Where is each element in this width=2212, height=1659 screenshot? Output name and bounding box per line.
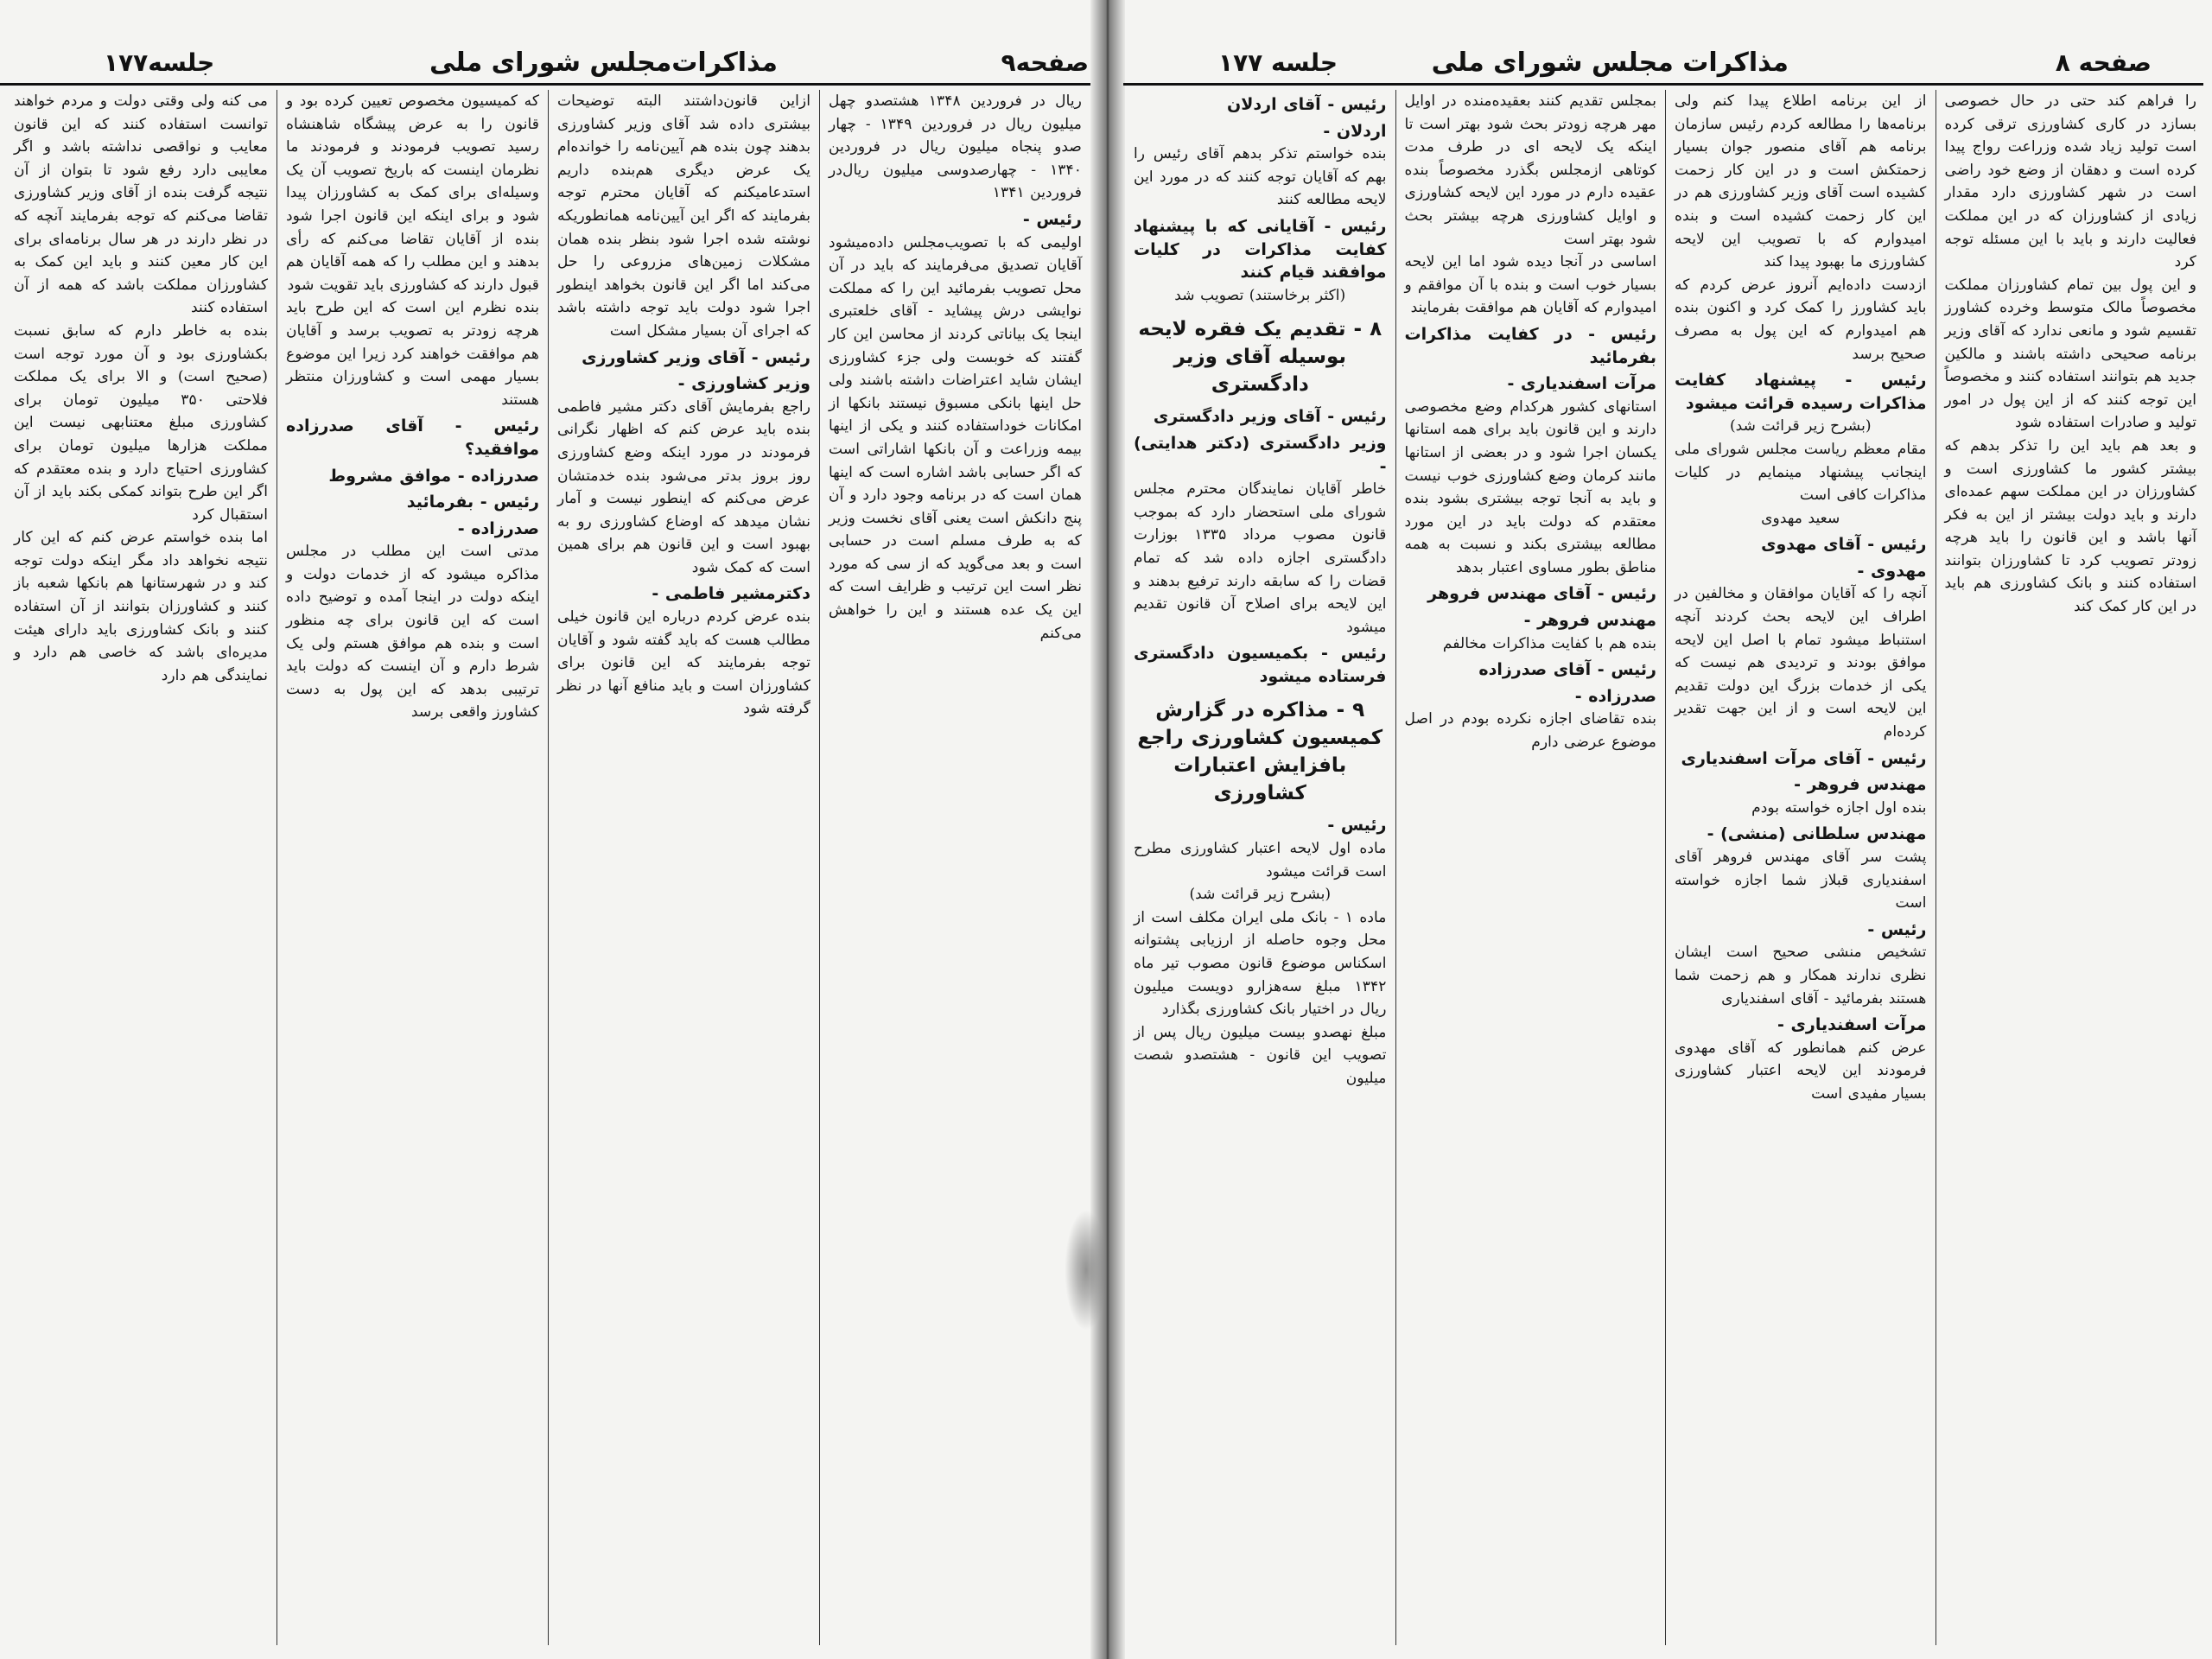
- paragraph: بنده به خاطر دارم که سابق نسبت بکشاورزی بود و آن مورد توجه است (صحیح است) و الا برای یک مملکت فلاحتی ۳۵۰ میلیون تومان برای کشاورزی مبلغ معتنابهی نیست این مملکت هزارها میلیون تومان برای کشاورزی احتیاج دارد و بنده معتقدم که اگر این طرح بتواند کمکی بکند باید از آن استقبال کرد: [14, 321, 268, 524]
- paragraph: بنده اول اجازه خواسته بودم: [1751, 798, 1927, 817]
- speaker-label: رئیس - آقای وزیر دادگستری: [1153, 407, 1387, 427]
- paragraph: ریال در فروردین ۱۳۴۸ هشتصدو چهل میلیون ریال در فروردین ۱۳۴۹ - چهار صدو پنجاه میلیون ریال در فروردین ۱۳۴۰ - چهارصدوسی میلیون ریال‌در فروردین ۱۳۴۱: [829, 92, 1082, 202]
- column-text: [1405, 90, 1657, 754]
- column-text: [286, 90, 539, 724]
- column-text: [829, 90, 1082, 645]
- text-column: [819, 90, 1090, 1645]
- speaker-label: رئیس - آقای صدرزاده: [1478, 660, 1656, 680]
- paragraph: بنده نظرم این است که این طرح باید هرچه زودتر به تصویب برسد و آقایان هم موافقت خواهند کرد زیرا این موضوع بسیار مهمی است و کشاورزان منتظر هستند: [286, 299, 539, 409]
- text-column: [1936, 90, 2206, 1645]
- speaker-label: رئیس - در کفایت مذاکرات بفرمائید: [1404, 324, 1656, 367]
- speaker-label: صدرزاده -: [1574, 686, 1656, 706]
- left-columns: [5, 90, 1090, 1645]
- paragraph: بنده عرض کردم درباره این قانون خیلی مطالب هست که باید گفته شود و آقایان توجه بفرمایند که این قانون برای کشاورزان است و باید منافع آنها در نظر گرفته شود: [557, 608, 810, 718]
- speaker-label: وزیر دادگستری (دکتر هدایتی) -: [1134, 433, 1387, 476]
- speaker-label: مرآت اسفندیاری -: [1777, 1015, 1927, 1035]
- text-column: [1665, 90, 1936, 1645]
- speaker-label: صدرزاده -: [457, 518, 539, 538]
- paragraph: بنده هم با کفایت مذاکرات مخالفم: [1442, 634, 1656, 652]
- paragraph: و این پول بین تمام کشاورزان مملکت مخصوصاً مالک متوسط وخرده کشاورز تقسیم شود و مانعی ندارد که آقای وزیر برنامه صحیحی داشته باشند و مالکین جدید هم بتوانند استفاده کنند و مخصوصاً این توجه کنند که از این پول در امور تولید و صادرات استفاده شود: [1944, 276, 2196, 432]
- paragraph: بنده تقاضای اجازه نکرده بودم در اصل موضوع عرضی دارم: [1404, 710, 1656, 752]
- left-session-number: جلسه۱۷۷: [104, 48, 215, 77]
- speaker-label: رئیس - آقای صدرزاده موافقید؟: [286, 416, 539, 459]
- column-text: [1675, 90, 1927, 1106]
- paragraph: ازدست داده‌ایم آنروز عرض کردم که باید کشاورز را کمک کرد و اکنون بنده هم امیدوارم که این پول به مصرف صحیح برسد: [1675, 276, 1927, 363]
- section-heading: ۹ - مذاکره در گزارش کمیسیون کشاورزی راجع بافزایش اعتبارات کشاورزی: [1137, 699, 1383, 805]
- left-page-header: [104, 45, 1089, 79]
- paragraph: ازاین قانون‌داشتند البته توضیحات بیشتری داده شد آقای وزیر کشاورزی بدهند چون بنده هم آیین‌نامه را خوانده‌ام یک عرض دیگری هم‌بنده داریم استدعامیکنم که آقایان محترم توجه بفرمایند که اگر این آیین‌نامه همانطوریکه نوشته شده اجرا شود بنظر بنده همان مشکلات زمین‌های مزروعی را حل می‌کند اما اگر این قانون بخواهد اینطور اجرا شود دولت باید توجه داشته باشد که اجرای آن بسیار مشکل است: [557, 92, 810, 340]
- speaker-label: مهدوی -: [1857, 561, 1927, 581]
- speaker-label: رئیس - آقای وزیر کشاورزی: [582, 347, 810, 367]
- right-page-number: صفحه ۸: [2055, 48, 2152, 77]
- column-text: [1945, 90, 2197, 619]
- paragraph: بنده خواستم تذکر بدهم آقای رئیس را بهم که آقایان توجه کنند که در مورد این لایحه مطالعه کنند: [1134, 145, 1387, 209]
- paragraph: راجع بفرمایش آقای دکتر مشیر فاطمی بنده باید عرض کنم که اظهار نگرانی فرمودند در مورد اینکه وضع کشاورزی روز بروز بدتر می‌شود بنده خدمتشان عرض می‌کنم که اینطور نیست و آمار نشان میدهد که اوضاع کشاورزی رو به بهبود است و این قانون هم برای همین است که کمک شود: [557, 397, 810, 576]
- right-session-number: جلسه ۱۷۷: [1218, 48, 1338, 77]
- speaker-label: مهندس سلطانی (منشی) -: [1707, 824, 1927, 844]
- centered-note: (بشرح زیر قرائت شد): [1189, 886, 1332, 904]
- text-column: [548, 90, 819, 1645]
- speaker-label: رئیس -: [1327, 816, 1387, 836]
- text-column: [1125, 90, 1395, 1645]
- speaker-label: دکترمشیر فاطمی -: [652, 584, 810, 604]
- column-text: [557, 90, 810, 721]
- left-page: [0, 0, 1097, 1659]
- text-column: [276, 90, 548, 1645]
- paragraph: استانهای کشور هرکدام وضع مخصوصی دارند و این قانون باید برای همه استانها یکسان اجرا شود و در بعضی از استانها مانند کرمان وضع کشاورزی خوب نیست و باید به آنجا توجه بیشتری بشود بنده معتقدم که دولت باید در این مورد مطالعه بیشتری بکند و نسبت به همه مناطق بطور مساوی اعتبار بدهد: [1404, 397, 1656, 576]
- paragraph: اولیمی که با تصویب‌مجلس داده‌میشود آقایان تصدیق می‌فرمایند که باید در آن محل تصویب بفرمائید این را که مملکت نوایشی درش پیشاید - آقای خلعتبری اینجا یک بیاناتی کردند از محاسن این کار گفتند که خوبست ولی جزء کشاورزی ایشان شاید اعتراضات داشته باشند ولی حل اینها بانکی مسبوق نیستند بانکها از امکانات خود‌استفاده کنند و یکی از اینها بیمه وزراعت و آن بانکها اشاراتی است که اگر حسابی باشد اشاره است که اینها همان است که در برنامه وجود دارد و آن پنج دانکش است یعنی آقای نخست وزیر که به طرف مسلم است در حسابی است و بعد می‌گوید که از سی که مورد نظر است این ترتیب و ظرایف است که این یک عده هستند و این را خواهش می‌کنم: [829, 233, 1082, 642]
- paragraph: تشخیص منشی صحیح است ایشان نظری ندارند همکار و هم زحمت شما هستند بفرمائید - آقای اسفندیاری: [1675, 944, 1927, 1007]
- centered-note: (اکثر برخاستند) تصویب شد: [1174, 286, 1346, 304]
- paragraph: آنچه را که آقایان موافقان و مخالفین در اطراف این لایحه بحث کردند آنچه استنباط میشود تمام با اصل این لایحه موافق بودند و تردیدی هم نیست که یکی از خدمات بزرگ این دولت تقدیم این لایحه است و از این جهت تقدیر کرده‌ام: [1675, 585, 1927, 741]
- speaker-label: وزیر کشاورزی -: [677, 374, 810, 394]
- speaker-label: رئیس - آقای مهندس فروهر: [1427, 584, 1656, 604]
- section-heading: ۸ - تقدیم یک فقره لایحه بوسیله آقای وزیر دادگستری: [1138, 318, 1382, 397]
- right-page-header: [1132, 45, 2152, 79]
- speaker-label: صدرزاده - موافق مشروط: [328, 466, 539, 486]
- paragraph: خاطر آقایان نمایندگان محترم مجلس شورای ملی استحضار دارد که بموجب قانون مصوب مرداد ۱۳۳۵ بوزارت دادگستری اجازه داده شد که تمام قضات را که سابقه دارند ترفیع بدهند و این لایحه برای اصلاح آن قانون تقدیم میشود: [1134, 480, 1387, 636]
- paragraph: می کنه ولی وقتی دولت و مردم خواهند توانست استفاده کنند که این قانون معایب و نواقصی نداشته باشد و اگر معایبی دارد رفع شود تا بتوان از آن نتیجه گرفت بنده از آقای وزیر کشاورزی تقاضا می‌کنم که توجه بفرمایند آنچه که در نظر دارند در هر سال برنامه‌ای برای این کار معین کنند و باید این کمک به کشاورزان مملکت باشد که همه از آن استفاده کنند: [14, 92, 268, 317]
- right-header-rule: [1123, 83, 2203, 86]
- left-page-title: مذاکرات‌مجلس شورای ملی: [429, 47, 778, 78]
- paragraph: مقام معظم ریاست مجلس شورای ملی اینجانب پیشنهاد مینمایم در کلیات مذاکرات کافی است: [1675, 440, 1927, 505]
- speaker-label: مهندس فروهر -: [1523, 611, 1656, 631]
- right-columns: [1125, 90, 2205, 1645]
- speaker-label: رئیس - آقایانی که با پیشنهاد کفایت مذاکرات در کلیات موافقند قیام کنند: [1134, 216, 1387, 283]
- paragraph: بمجلس تقدیم کنند بعقیده‌منده در اوایل مهر هرچه زودتر بحث شود بهتر است تا اینکه یک لایحه ای در طرف مدت کوتاهی ازمجلس بگذرد مخصوصاً بنده عقیده دارم در مورد این لایحه کشاورزی و اوایل کشاورزی هرچه بیشتر بحث شود بهتر است: [1404, 92, 1656, 248]
- paper-tear: [1065, 1210, 1108, 1331]
- speaker-label: رئیس - آقای مهدوی: [1761, 535, 1927, 555]
- speaker-label: رئیس -: [1022, 209, 1082, 229]
- speaker-label: رئیس - آقای اردلان: [1227, 95, 1387, 114]
- paragraph: پشت سر آقای مهندس فروهر آقای اسفندیاری قبلاز شما اجازه خواسته است: [1675, 849, 1927, 912]
- text-column: [1395, 90, 1666, 1645]
- paragraph: مبلغ نهصدو بیست میلیون ریال پس از تصویب این قانون - هشتصدو شصت میلیون: [1134, 1023, 1387, 1087]
- speaker-label: رئیس - بفرمائید: [406, 493, 539, 512]
- right-page: [1115, 0, 2212, 1659]
- paragraph: مدتی است این مطلب در مجلس مذاکره میشود که از خدمات دولت و اینکه دولت در اینجا آمده و توضیح داده است که این قانون برای چه منظور است و بنده هم موافق هستم ولی یک شرط دارم و آن اینست که دولت باید ترتیبی بدهد که این پول به دست کشاورز واقعی برسد: [286, 543, 539, 721]
- speaker-label: رئیس -: [1867, 919, 1927, 939]
- speaker-label: رئیس - پیشنهاد کفایت مذاکرات رسیده قرائت میشود: [1675, 371, 1927, 413]
- centered-note: سعید مهدوی: [1761, 509, 1840, 527]
- left-header-rule: [0, 83, 1090, 86]
- centered-note: (بشرح زیر قرائت شد): [1729, 417, 1872, 435]
- speaker-label: رئیس - بکمیسیون دادگستری فرستاده میشود: [1134, 644, 1387, 686]
- paragraph: اما بنده خواستم عرض کنم که این کار نتیجه نخواهد داد مگر اینکه دولت توجه کند و در شهرستانها هم بانکها شعبه باز کنند و کشاورزان بتوانند از آن استفاده کنند و بانک کشاورزی باید دارای هیئت مدیره‌ای باشد که خاصی هم دارد و نمایندگی هم دارد: [14, 529, 268, 684]
- speaker-label: اردلان -: [1323, 121, 1387, 141]
- column-text: [14, 90, 268, 687]
- paragraph: اساسی در آنجا دیده شود اما این لایحه بسیار خوب است و بنده با آن موافقم و امیدوارم که آقایان هم موافقت بفرمایند: [1404, 253, 1656, 317]
- paragraph: عرض کنم همانطور که آقای مهدوی فرمودند این لایحه اعتبار کشاورزی بسیار مفیدی است: [1675, 1039, 1927, 1103]
- paragraph: ماده اول لایحه اعتبار کشاورزی مطرح است قرائت میشود: [1134, 840, 1387, 880]
- column-text: [1134, 93, 1387, 1090]
- paragraph: که کمیسیون مخصوص تعیین کرده بود و قانون را به عرض پیشگاه شاهنشاه رسید تصویب فرمودند و فرمودند ما نظرمان اینست که باریخ تصویب آن یک وسیله‌ای برای کمک به کشاورزان پیدا شود و برای اینکه این قانون اجرا شود بنده از آقایان تقاضا می‌کنم که رأی بدهند و این مطلب را که همه آقایان هم قبول دارند که کشاورزی باید تقویت شود: [286, 92, 539, 294]
- speaker-label: رئیس - آقای مرآت اسفندیاری: [1681, 748, 1927, 768]
- left-page-number: صفحه۹: [1001, 48, 1089, 77]
- speaker-label: مهندس فروهر -: [1794, 775, 1927, 795]
- paragraph: را فراهم کند حتی در حال خصوصی بسازد در کاری کشاورزی ترقی کرده است تولید زیاد شده وزراعت رواج پیدا کرده است و دهقان از وضع خود راضی است در شهر کشاورزی دارد مقدار زیادی از کشاورزان که در این مملکت فعالیت دارند و باید با این مسئله توجه کرد: [1944, 92, 2196, 271]
- speaker-label: مرآت اسفندیاری -: [1507, 374, 1656, 394]
- paragraph: و بعد هم باید این را تذکر بدهم که بیشتر کشور ما کشاورزی است و کشاورزان در این مملکت سهم عمده‌ای دارند و باید دولت بیشتر از این به فکر آنها باشد و این قانون را باید هرچه زودتر تصویب کرد تا کشاورزان بتوانند استفاده کنند و بانک کشاورزی هم باید در این کار کمک کند: [1944, 436, 2196, 616]
- paragraph: ماده ۱ - بانک ملی ایران مکلف است از محل وجوه حاصله از ارزیابی پشتوانه اسکناس موضوع قانون مصوب تیر ماه ۱۳۴۲ مبلغ سه‌هزارو دویست میلیون ریال در اختیار بانک کشاورزی بگذارد: [1134, 908, 1387, 1019]
- text-column: [5, 90, 276, 1645]
- right-page-title: مذاکرات مجلس شورای ملی: [1431, 47, 1789, 78]
- paragraph: از این برنامه اطلاع پیدا کنم ولی برنامه‌ها را مطالعه کردم رئیس سازمان برنامه هم آقای منصور جوان بسیار زحمتکش است و در این کار زحمت کشیده است آقای وزیر کشاورزی هم در این کار زحمت کشیده است و بنده امیدوارم که با تصویب این لایحه کشاورزی ما بهبود پیدا کند: [1675, 92, 1927, 271]
